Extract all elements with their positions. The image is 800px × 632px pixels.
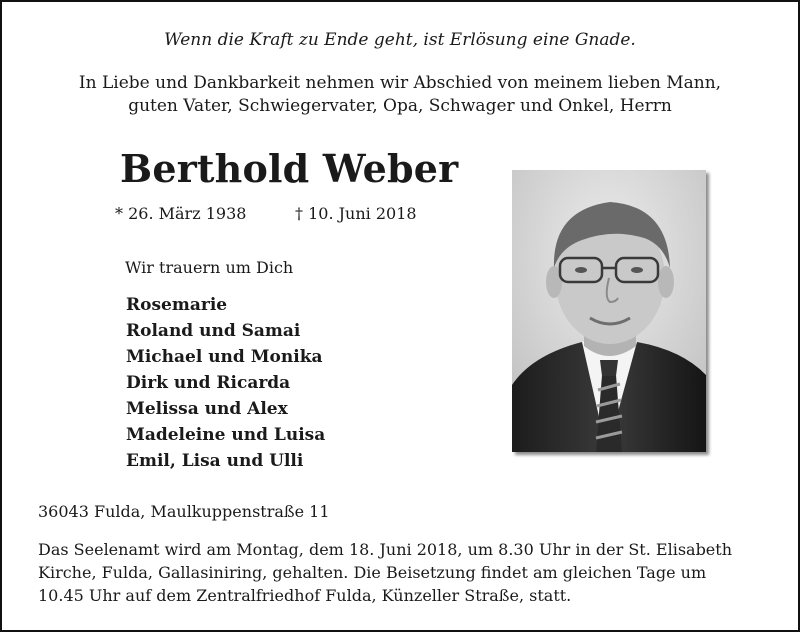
portrait-illustration xyxy=(512,170,706,452)
family-member: Dirk und Ricarda xyxy=(126,373,291,393)
mourning-text: Wir trauern um Dich xyxy=(125,258,294,277)
family-list xyxy=(126,292,325,474)
family-member: Roland und Samai xyxy=(126,321,301,341)
address: 36043 Fulda, Maulkuppenstraße 11 xyxy=(38,502,330,521)
family-member: Rosemarie xyxy=(126,295,228,315)
intro-text xyxy=(0,72,800,118)
family-member: Madeleine und Luisa xyxy=(126,425,326,445)
service-line: 10.45 Uhr auf dem Zentralfriedhof Fulda, Künzeller Straße, statt. xyxy=(38,586,572,605)
family-member: Emil, Lisa und Ulli xyxy=(126,451,304,471)
service-details xyxy=(38,538,768,607)
deceased-name: Berthold Weber xyxy=(120,146,459,191)
portrait-photo xyxy=(512,170,706,452)
service-line: Kirche, Fulda, Gallasiniring, gehalten. Die Beisetzung findet am gleichen Tage um xyxy=(38,563,707,582)
family-member: Melissa und Alex xyxy=(126,399,288,419)
motto: Wenn die Kraft zu Ende geht, ist Erlösung eine Gnade. xyxy=(164,30,636,50)
service-line: Das Seelenamt wird am Montag, dem 18. Juni 2018, um 8.30 Uhr in der St. Elisabeth xyxy=(38,540,733,559)
birth-date: * 26. März 1938 xyxy=(115,204,247,223)
death-date: † 10. Juni 2018 xyxy=(295,204,417,223)
intro-line: In Liebe und Dankbarkeit nehmen wir Abschied von meinem lieben Mann, xyxy=(78,73,722,93)
family-member: Michael und Monika xyxy=(126,347,323,367)
intro-line: guten Vater, Schwiegervater, Opa, Schwager und Onkel, Herrn xyxy=(128,96,672,116)
